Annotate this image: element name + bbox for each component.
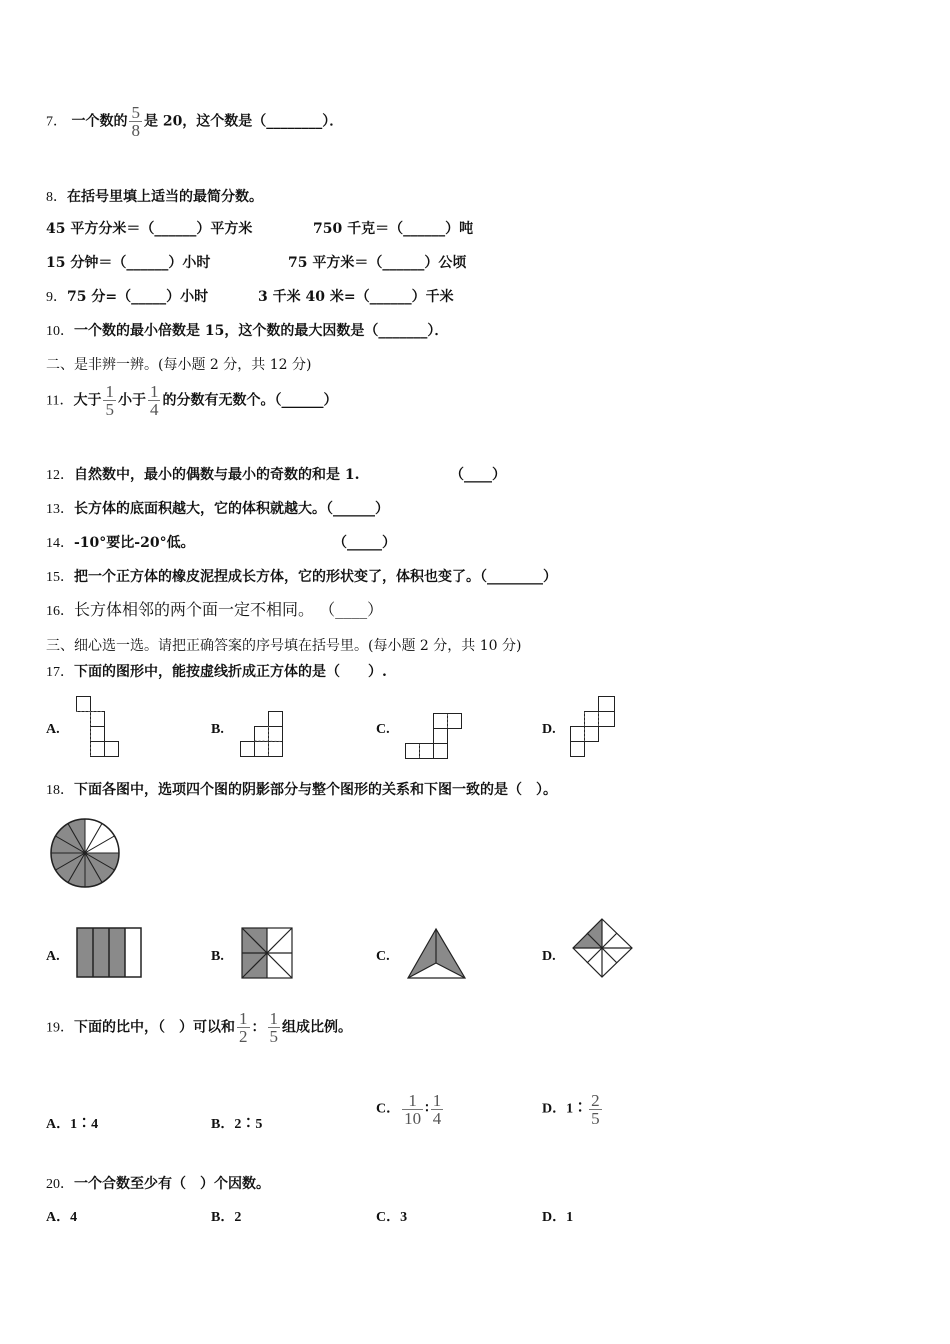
question-text: 一个数的: [71, 113, 128, 130]
question-8: [46, 187, 263, 208]
fraction: [237, 1010, 250, 1045]
q17-option-a-label: A.: [46, 722, 60, 737]
denominator: 4: [149, 400, 159, 419]
q20-option-a: A．4: [46, 1210, 78, 1225]
q17-option-b-label: B.: [211, 722, 224, 737]
option-d-diamond-figure: [570, 917, 636, 981]
numerator: 1: [269, 1009, 278, 1028]
question-number: 13．: [46, 502, 74, 517]
option-label: C．: [376, 1101, 401, 1117]
question-number: 16．: [46, 604, 74, 619]
question-11: [46, 383, 337, 418]
question-number: 7．: [46, 114, 67, 130]
question-14: [46, 533, 195, 554]
fraction: [431, 1092, 444, 1127]
question-text: 大于: [73, 392, 102, 409]
question-text: 长方体相邻的两个面一定不相同。 （____）: [74, 600, 384, 619]
question-12: [46, 465, 360, 486]
numerator: 1: [402, 1092, 423, 1110]
question-text: 组成比例。: [282, 1019, 352, 1036]
q20-option-d: D．1: [542, 1210, 574, 1225]
question-9: [46, 287, 208, 308]
denominator: 2: [239, 1027, 248, 1046]
denominator: 5: [591, 1109, 600, 1128]
ratio-colon: ：: [251, 1019, 266, 1036]
fraction: [268, 1010, 281, 1045]
option-a-rectangle-figure: [76, 927, 144, 979]
question-16: [46, 600, 383, 622]
numerator: 1: [432, 1091, 442, 1110]
cube-net-b: [240, 711, 286, 761]
numerator: 1: [239, 1009, 248, 1028]
question-12-blank: （____）: [450, 467, 506, 483]
question-number: 12．: [46, 468, 74, 483]
question-15: [46, 567, 557, 588]
q18-option-c-label: C.: [376, 949, 390, 964]
question-8-row-2a: 15 分钟＝（______）小时: [46, 255, 211, 271]
q18-option-a-label: A.: [46, 949, 60, 964]
section-2-title: 二、是非辨一辨。(每小题 2 分，共 12 分): [46, 357, 312, 373]
q20-option-c: C．3: [376, 1210, 408, 1225]
cube-net-c: [405, 713, 465, 761]
fraction: [402, 1092, 423, 1127]
question-text: 长方体的底面积越大，它的体积就越大。（______）: [74, 501, 389, 517]
q19-option-a: A．1∶4: [46, 1117, 99, 1132]
question-text: 一个合数至少有（ ）个因数。: [74, 1176, 270, 1192]
q17-option-d-label: D.: [542, 722, 556, 737]
question-number: 8．: [46, 190, 67, 205]
q17-option-c-label: C.: [376, 722, 390, 737]
denominator: 5: [269, 1027, 278, 1046]
fraction: [103, 383, 116, 418]
question-number: 10．: [46, 324, 74, 339]
question-8-row-2b: 75 平方米＝（______）公顷: [288, 255, 467, 271]
question-number: 9．: [46, 290, 67, 305]
question-text: 把一个正方体的橡皮泥捏成长方体，它的形状变了，体积也变了。（________）: [74, 569, 557, 585]
reference-circle-figure: [49, 817, 121, 889]
fraction: [589, 1092, 602, 1127]
question-text: 下面的图形中，能按虚线折成正方体的是（ ）.: [74, 664, 387, 680]
numerator: 2: [591, 1091, 600, 1110]
question-8-row-1a: 45 平方分米＝（______）平方米: [46, 221, 253, 237]
question-9-b: 3 千米 40 米=（______）千米: [258, 289, 454, 305]
question-text: 是 20，这个数是（________）．: [143, 113, 344, 130]
question-text: 自然数中，最小的偶数与最小的奇数的和是 1.: [74, 467, 360, 483]
q19-option-d: [542, 1092, 604, 1127]
q19-option-b: B．2∶5: [211, 1117, 263, 1132]
question-number: 11．: [46, 393, 74, 409]
denominator: 5: [105, 400, 114, 419]
denominator: 10: [404, 1109, 422, 1128]
question-text: 在括号里填上适当的最简分数。: [67, 189, 263, 205]
question-number: 15．: [46, 570, 74, 585]
question-14-blank: （_____）: [333, 535, 396, 551]
question-7: [46, 104, 343, 139]
ratio-colon: ∶: [425, 1101, 429, 1117]
question-17: [46, 662, 387, 683]
question-number: 14．: [46, 536, 74, 551]
numerator: 1: [149, 382, 159, 401]
cube-net-d: [570, 696, 618, 760]
fraction: [148, 383, 161, 418]
option-c-triangle-figure: [407, 927, 469, 981]
q19-option-c: [376, 1092, 445, 1127]
q18-option-b-label: B.: [211, 949, 224, 964]
question-13: [46, 499, 389, 520]
question-number: 19．: [46, 1020, 74, 1036]
question-10: [46, 321, 448, 342]
denominator: 8: [131, 121, 140, 140]
q18-option-d-label: D.: [542, 949, 556, 964]
question-text: 的分数有无数个。（______）: [162, 392, 338, 409]
option-b-square-figure: [241, 927, 295, 981]
question-9-a: 75 分=（_____）小时: [67, 289, 209, 305]
section-3-title: 三、细心选一选。请把正确答案的序号填在括号里。(每小题 2 分，共 10 分): [46, 638, 522, 654]
question-text: 下面各图中，选项四个图的阴影部分与整个图形的关系和下图一致的是（ ）。: [74, 782, 557, 798]
numerator: 1: [105, 382, 114, 401]
question-number: 20．: [46, 1177, 74, 1192]
denominator: 4: [432, 1109, 442, 1128]
question-20: [46, 1174, 270, 1195]
q20-option-b: B．2: [211, 1210, 242, 1225]
question-text: 下面的比中，（ ）可以和: [74, 1019, 235, 1036]
question-8-row-1b: 750 千克＝（______）吨: [313, 221, 474, 237]
question-19: [46, 1010, 352, 1045]
cube-net-a: [76, 696, 122, 760]
fraction: [129, 104, 142, 139]
option-label: D．1∶: [542, 1101, 588, 1117]
question-text: 小于: [117, 392, 146, 409]
question-text: -10°要比-20°低。: [74, 535, 195, 551]
question-number: 18．: [46, 783, 74, 798]
question-18: [46, 780, 557, 801]
numerator: 5: [131, 103, 140, 122]
question-number: 17．: [46, 665, 74, 680]
question-text: 一个数的最小倍数是 15，这个数的最大因数是（_______）．: [74, 323, 449, 339]
